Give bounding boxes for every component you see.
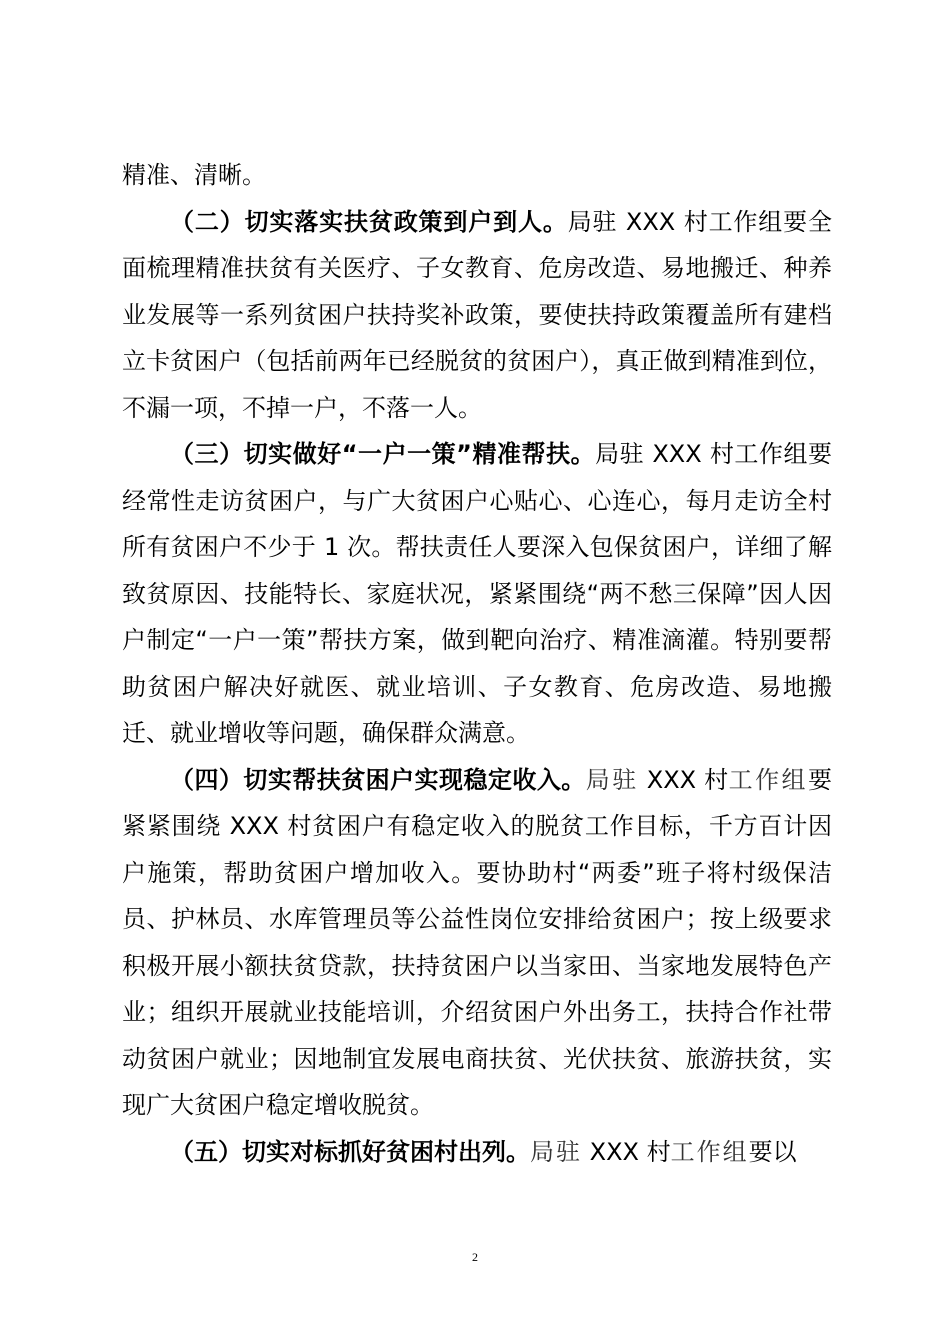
paragraph-body: 局驻 XXX 村工作组要全面梳理精准扶贫有关医疗、子女教育、危房改造、易地搬迁、种养业发展等一系列贫困户扶持奖补政策，要使扶持政策覆盖所有建档立卡贫困户（包括前两年已经脱贫的贫困户），真正做到精准到位，不漏一项，不掉一户，不落一人。 xyxy=(122,207,832,422)
paragraph-section-4 xyxy=(122,757,832,1129)
paragraph-section-3 xyxy=(122,431,832,757)
paragraph-section-2 xyxy=(122,199,832,432)
paragraph-body: 要紧紧围绕 XXX 村贫困户有稳定收入的脱贫工作目标，千方百计因户施策，帮助贫困户增加收入。要协助村“两委”班子将村级保洁员、护林员、水库管理员等公益性岗位安排给贫困户；按上级要求积极开展小额扶贫贷款，扶持贫困户以当家田、当家地发展特色产业；组织开展就业技能培训，介绍贫困户外出务工，扶持合作社带动贫困户就业；因地制宜发展电商扶贫、光伏扶贫、旅游扶贫，实现广大贫困户稳定增收脱贫。 xyxy=(122,765,833,1119)
page-number: 2 xyxy=(472,1250,478,1264)
paragraph-body: 精准、清晰。 xyxy=(122,161,266,189)
paragraph-lead-group: 工作组 xyxy=(728,765,809,794)
paragraph-lead-text: 局驻 xyxy=(530,1137,582,1166)
paragraph-lead-group: 工作组 xyxy=(670,1137,749,1166)
document-body xyxy=(122,152,832,1175)
section-heading: （五）切实对标抓好贫困村出列。 xyxy=(170,1137,530,1166)
paragraph-lead-text: 局驻 xyxy=(585,765,639,794)
section-heading: （三）切实做好“一户一策”精准帮扶。 xyxy=(170,440,596,468)
paragraph-body: 要以 xyxy=(748,1137,797,1166)
section-heading: （二）切实落实扶贫政策到户到人。 xyxy=(170,207,568,236)
paragraph-lead-village: XXX 村 xyxy=(582,1137,671,1166)
section-heading: （四）切实帮扶贫困户实现稳定收入。 xyxy=(170,765,586,794)
paragraph-body: 局驻 XXX 村工作组要经常性走访贫困户，与广大贫困户心贴心、心连心，每月走访全村所有贫困户不少于 1 次。帮扶责任人要深入包保贫困户，详细了解致贫原因、技能特长、家庭状况，紧紧围绕“两不愁三保障”因人因户制定“一户一策”帮扶方案，做到靶向治疗、精准滴灌。特别要帮助贫困户解决好就医、就业培训、子女教育、危房改造、易地搬迁、就业增收等问题，确保群众满意。 xyxy=(122,440,832,747)
paragraph-continuation xyxy=(122,152,832,199)
paragraph-section-5 xyxy=(122,1129,832,1176)
paragraph-lead-village: XXX 村 xyxy=(638,765,729,794)
